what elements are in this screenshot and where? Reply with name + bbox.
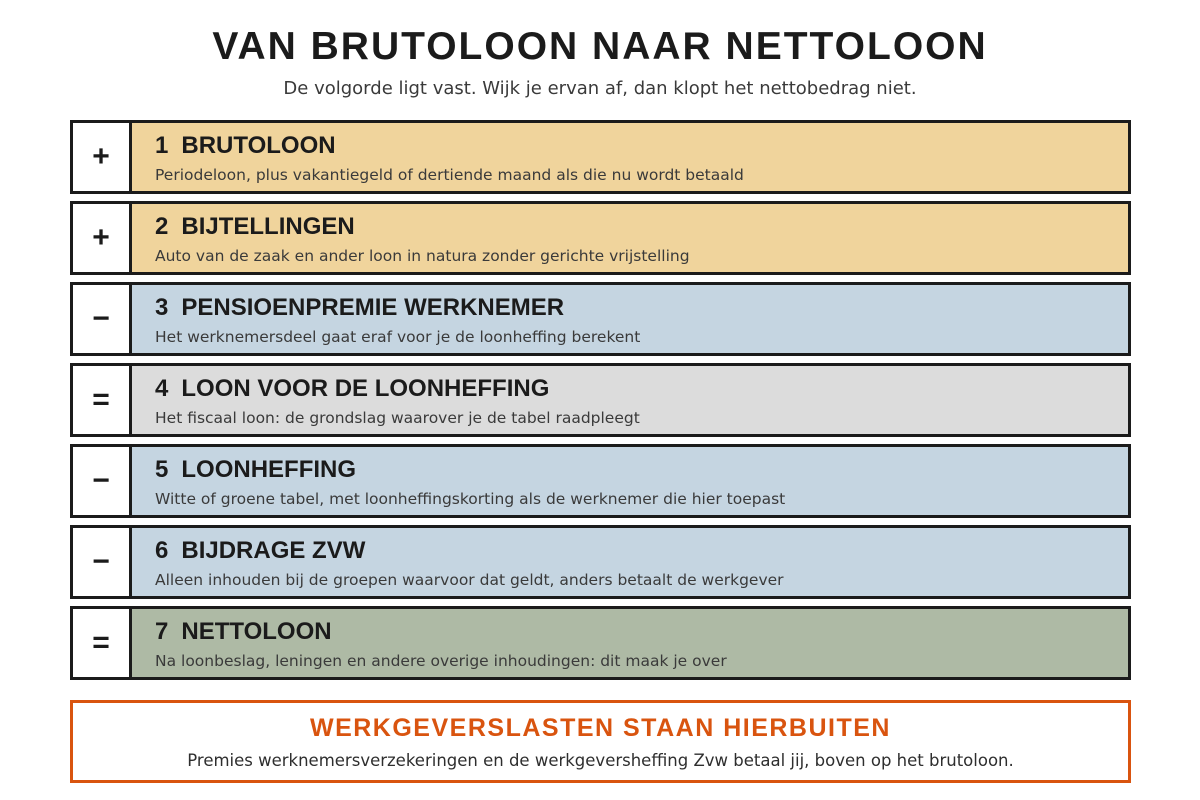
step-body	[132, 204, 1128, 272]
operator-minus: −	[73, 528, 132, 596]
step-row-7	[70, 606, 1131, 680]
step-row-2	[70, 201, 1131, 275]
step-row-4	[70, 363, 1131, 437]
step-number: 7	[155, 618, 169, 645]
step-title: BIJTELLINGEN	[181, 213, 355, 240]
step-title: NETTOLOON	[181, 618, 332, 645]
step-body	[132, 366, 1128, 434]
step-description: Na loonbeslag, leningen en andere overige inhoudingen: dit maak je over	[155, 652, 727, 670]
step-heading	[155, 293, 564, 323]
page-subtitle: De volgorde ligt vast. Wijk je ervan af, dan klopt het nettobedrag niet.	[283, 78, 917, 99]
operator-equals: =	[73, 366, 132, 434]
operator-minus: −	[73, 447, 132, 515]
step-title: PENSIOENPREMIE WERKNEMER	[181, 294, 565, 321]
step-body	[132, 123, 1128, 191]
page-title: VAN BRUTOLOON NAAR NETTOLOON	[212, 25, 988, 68]
operator-plus: +	[73, 123, 132, 191]
step-number: 1	[155, 132, 169, 159]
operator-plus: +	[73, 204, 132, 272]
steps-list	[70, 120, 1131, 687]
step-description: Alleen inhouden bij de groepen waarvoor dat geldt, anders betaalt de werkgever	[155, 571, 784, 589]
step-row-3	[70, 282, 1131, 356]
step-description: Het fiscaal loon: de grondslag waarover je de tabel raadpleegt	[155, 409, 640, 427]
step-row-1	[70, 120, 1131, 194]
step-number: 3	[155, 294, 169, 321]
callout-title: WERKGEVERSLASTEN STAAN HIERBUITEN	[309, 714, 891, 742]
step-number: 6	[155, 537, 169, 564]
step-row-5	[70, 444, 1131, 518]
operator-equals: =	[73, 609, 132, 677]
step-heading	[155, 536, 365, 566]
step-title: BIJDRAGE ZVW	[181, 537, 366, 564]
step-title: BRUTOLOON	[181, 132, 336, 159]
step-description: Witte of groene tabel, met loonheffingskorting als de werknemer die hier toepast	[155, 490, 786, 508]
step-heading	[155, 455, 356, 485]
step-title: LOON VOOR DE LOONHEFFING	[181, 375, 550, 402]
step-number: 2	[155, 213, 169, 240]
step-body	[132, 528, 1128, 596]
step-body	[132, 447, 1128, 515]
step-row-6	[70, 525, 1131, 599]
step-number: 4	[155, 375, 169, 402]
callout-text: Premies werknemersverzekeringen en de werkgeversheffing Zvw betaal jij, boven op het brutoloon.	[187, 751, 1014, 770]
operator-minus: −	[73, 285, 132, 353]
step-heading	[155, 131, 336, 161]
step-number: 5	[155, 456, 169, 483]
step-heading	[155, 374, 549, 404]
step-description: Auto van de zaak en ander loon in natura zonder gerichte vrijstelling	[155, 247, 690, 265]
step-description: Het werknemersdeel gaat eraf voor je de loonheffing berekent	[155, 328, 641, 346]
step-heading	[155, 212, 355, 242]
callout-box	[70, 700, 1131, 783]
step-heading	[155, 617, 332, 647]
step-body	[132, 285, 1128, 353]
step-body	[132, 609, 1128, 677]
step-title: LOONHEFFING	[181, 456, 357, 483]
step-description: Periodeloon, plus vakantiegeld of dertiende maand als die nu wordt betaald	[155, 166, 744, 184]
